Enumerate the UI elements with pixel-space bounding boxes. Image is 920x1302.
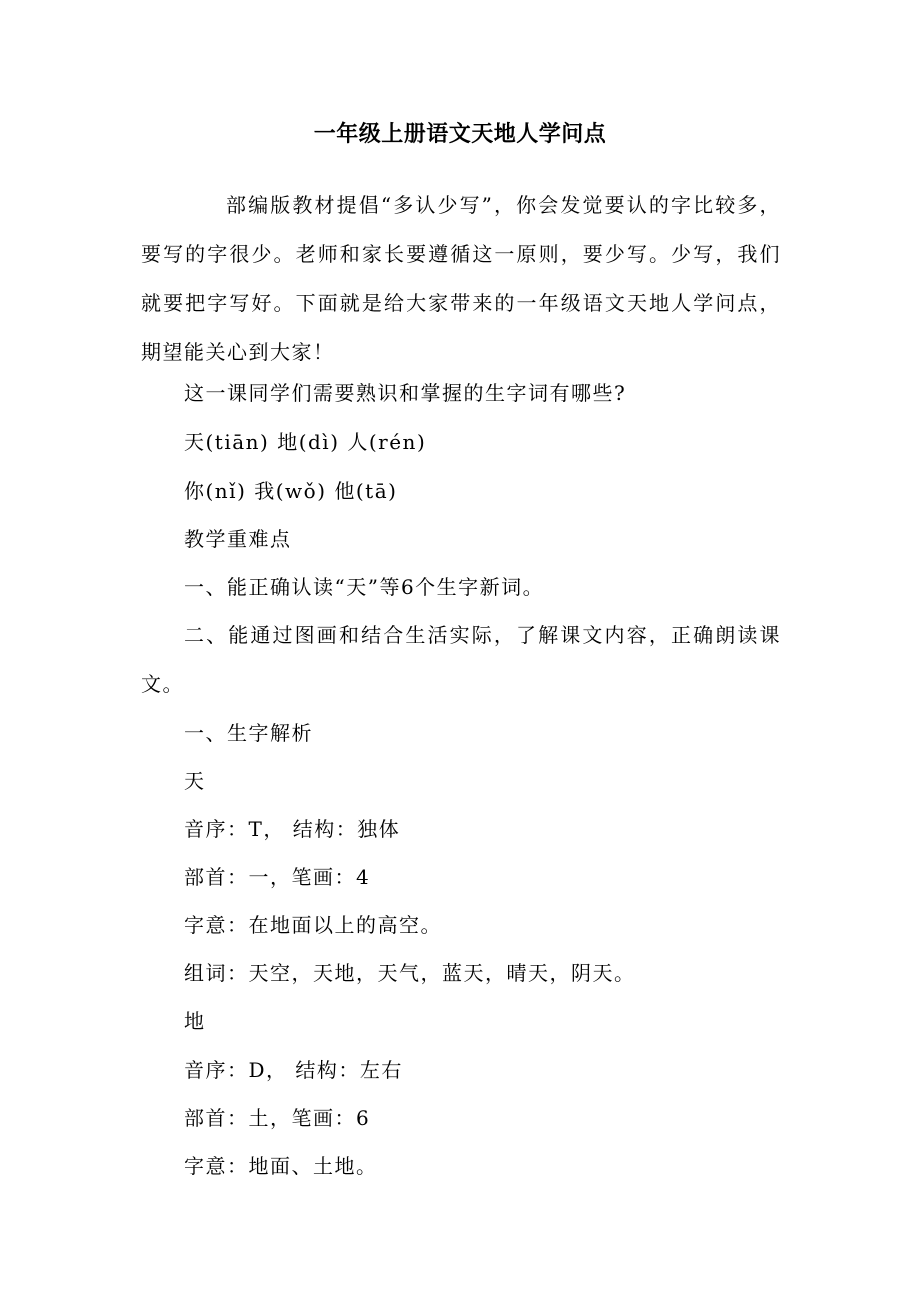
teaching-point-1: 一、能正确认读“天”等6个生字新词。	[184, 575, 545, 599]
char-1-radical-strokes: 部首：一，笔画：4	[184, 865, 371, 889]
char-1-phonetic-structure: 音序：T， 结构：独体	[184, 817, 401, 841]
pinyin-line-1: 天(tiān) 地(dì) 人(rén)	[184, 430, 427, 454]
char-2-radical-strokes: 部首：土，笔画：6	[184, 1106, 371, 1130]
char-1-meaning: 字意：在地面以上的高空。	[184, 913, 442, 937]
char-2-meaning: 字意：地面、土地。	[184, 1154, 378, 1178]
teaching-point-2: 二、能通过图画和结合生活实际，了解课文内容，正确朗读课文。	[141, 623, 781, 696]
char-1-name: 天	[184, 769, 206, 793]
document-title: 一年级上册语文天地人学问点	[313, 122, 607, 147]
char-1-words: 组词：天空，天地，天气，蓝天，晴天，阴天。	[184, 961, 636, 985]
char-2-name: 地	[184, 1009, 206, 1033]
teaching-heading: 教学重难点	[184, 527, 292, 551]
pinyin-line-2: 你(nǐ) 我(wǒ) 他(tā)	[184, 479, 398, 503]
question-line: 这一课同学们需要熟识和掌握的生字词有哪些?	[184, 381, 627, 405]
intro-paragraph: 部编版教材提倡“多认少写”，你会发觉要认的字比较多，要写的字很少。老师和家长要遵循这一原则，要少写。少写，我们就要把字写好。下面就是给大家带来的一年级语文天地人学问点，期望能关心到大家！	[141, 193, 781, 364]
section-heading: 一、生字解析	[184, 721, 313, 745]
char-2-phonetic-structure: 音序：D， 结构：左右	[184, 1058, 403, 1082]
